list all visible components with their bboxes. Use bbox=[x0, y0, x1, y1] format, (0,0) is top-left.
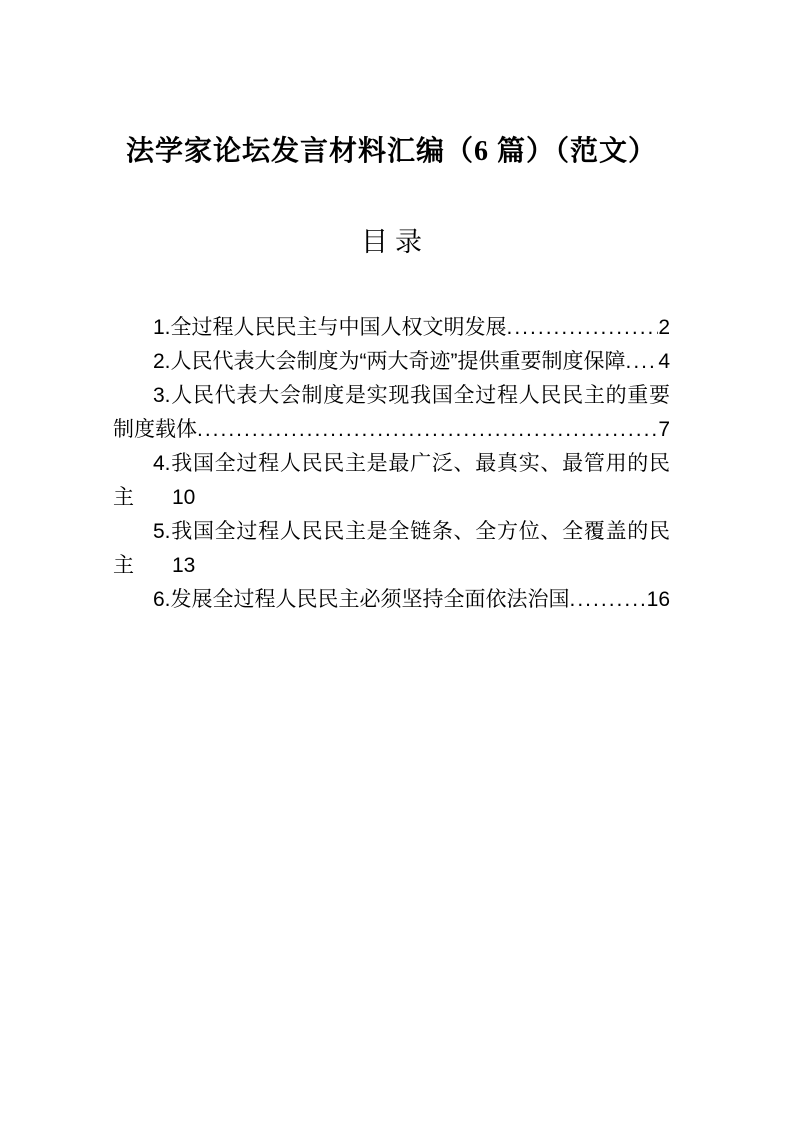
toc-entry-4[interactable] bbox=[113, 447, 670, 515]
toc-entry-5[interactable] bbox=[113, 515, 670, 583]
toc-entry-line bbox=[113, 379, 670, 413]
toc-entry-6[interactable] bbox=[113, 583, 670, 617]
toc-entry-line bbox=[113, 345, 670, 379]
toc-page-number: 7 bbox=[658, 418, 670, 441]
toc-entry-line bbox=[113, 583, 670, 617]
toc-entry-1[interactable] bbox=[113, 311, 670, 345]
toc-entry-text: 4.我国全过程人民民主是最广泛、最真实、最管用的民 bbox=[153, 452, 670, 475]
toc-entry-text: 主 bbox=[113, 554, 134, 577]
toc-entry-text: 6.发展全过程人民民主必须坚持全面依法治国 bbox=[153, 588, 570, 611]
toc-page-number: 4 bbox=[658, 350, 670, 373]
toc-entry-text: 主 bbox=[113, 486, 134, 509]
toc-leader-dots bbox=[197, 413, 658, 447]
document-title: 法学家论坛发言材料汇编（6 篇）（范文） bbox=[125, 136, 657, 167]
toc-leader-dots bbox=[570, 583, 647, 617]
table-of-contents bbox=[113, 311, 670, 617]
toc-entry-line bbox=[113, 481, 670, 515]
toc-entry-line bbox=[113, 515, 670, 549]
toc-entry-text: 2.人民代表大会制度为“两大奇迹”提供重要制度保障 bbox=[153, 350, 626, 373]
toc-entry-text: 5.我国全过程人民民主是全链条、全方位、全覆盖的民 bbox=[153, 520, 670, 543]
toc-entry-line bbox=[113, 549, 670, 583]
toc-entry-line bbox=[113, 413, 670, 447]
toc-page-number: 16 bbox=[646, 588, 670, 611]
toc-leader-dots bbox=[507, 311, 659, 345]
toc-page-number: 13 bbox=[172, 554, 196, 577]
toc-entry-2[interactable] bbox=[113, 345, 670, 379]
toc-entry-text: 3.人民代表大会制度是实现我国全过程人民民主的重要 bbox=[153, 384, 670, 407]
toc-page-number: 10 bbox=[172, 486, 196, 509]
toc-heading: 目录 bbox=[361, 227, 429, 257]
toc-entry-text: 制度载体 bbox=[113, 418, 197, 441]
toc-entry-3[interactable] bbox=[113, 379, 670, 447]
toc-page-number: 2 bbox=[658, 316, 670, 339]
toc-entry-text: 1.全过程人民民主与中国人权文明发展 bbox=[153, 316, 507, 339]
toc-leader-dots bbox=[626, 345, 659, 379]
toc-entry-line bbox=[113, 311, 670, 345]
toc-entry-line bbox=[113, 447, 670, 481]
